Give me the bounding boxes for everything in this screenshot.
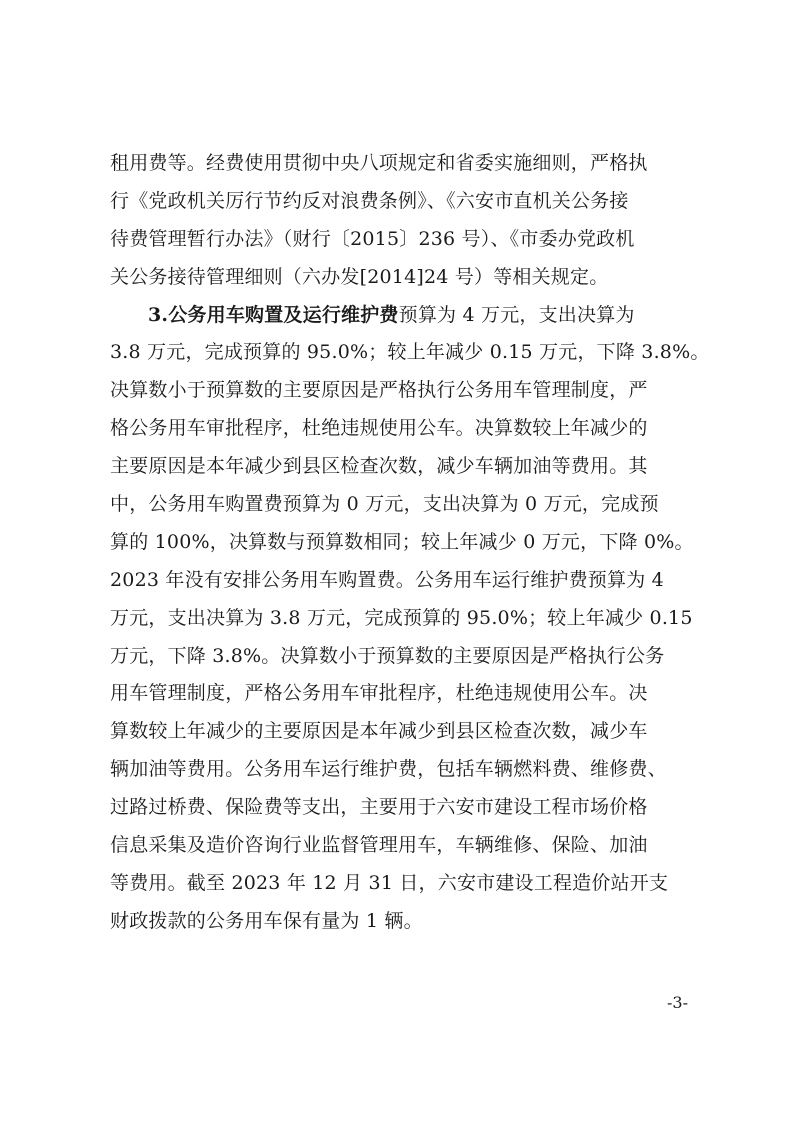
text-line: 决算数小于预算数的主要原因是严格执行公务用车管理制度，严	[110, 379, 648, 402]
text-line: 中，公务用车购置费预算为 0 万元，支出决算为 0 万元，完成预	[110, 493, 659, 516]
text-line: 主要原因是本年减少到县区检查次数，减少车辆加油等费用。其	[110, 455, 648, 478]
text-line: 财政拨款的公务用车保有量为 1 辆。	[110, 909, 423, 932]
text-line: 万元，支出决算为 3.8 万元，完成预算的 95.0%；较上年减少 0.15	[110, 606, 693, 629]
text-line: 用车管理制度，严格公务用车审批程序，杜绝违规使用公车。决	[110, 682, 648, 705]
text-line: 待费管理暂行办法》（财行〔2015〕236 号）、《市委办党政机	[110, 227, 635, 250]
section-heading: 3.公务用车购置及运行维护费	[148, 303, 399, 326]
text-line: 等费用。截至 2023 年 12 月 31 日，六安市建设工程造价站开支	[110, 871, 669, 894]
text-line: 辆加油等费用。公务用车运行维护费，包括车辆燃料费、维修费、	[110, 758, 667, 781]
text-line: 万元，下降 3.8%。决算数小于预算数的主要原因是严格执行公务	[110, 644, 665, 667]
text-line: 3.8 万元，完成预算的 95.0%；较上年减少 0.15 万元，下降 3.8%。	[110, 341, 710, 364]
text-line: 算的 100%，决算数与预算数相同；较上年减少 0 万元，下降 0%。	[110, 530, 694, 553]
text-line: 租用费等。经费使用贯彻中央八项规定和省委实施细则，严格执	[110, 152, 648, 174]
text-line: 关公务接待管理细则（六办发[2014]24 号）等相关规定。	[110, 265, 609, 288]
text-line: 过路过桥费、保险费等支出，主要用于六安市建设工程市场价格	[110, 796, 648, 819]
section-heading-line	[110, 297, 692, 335]
text-line: 行《党政机关厉行节约反对浪费条例》、《六安市直机关公务接	[110, 189, 629, 212]
text-line: 格公务用车审批程序，杜绝违规使用公车。决算数较上年减少的	[110, 417, 648, 440]
text-line: 2023 年没有安排公务用车购置费。公务用车运行维护费预算为 4	[110, 568, 664, 591]
document-body	[110, 145, 710, 941]
text-line: 信息采集及造价咨询行业监督管理用车，车辆维修、保险、加油	[110, 834, 648, 857]
text-line: 算数较上年减少的主要原因是本年减少到县区检查次数，减少车	[110, 720, 648, 743]
text-span: 预算为 4 万元，支出决算为	[398, 303, 635, 326]
page-number: -3-	[667, 993, 688, 1012]
